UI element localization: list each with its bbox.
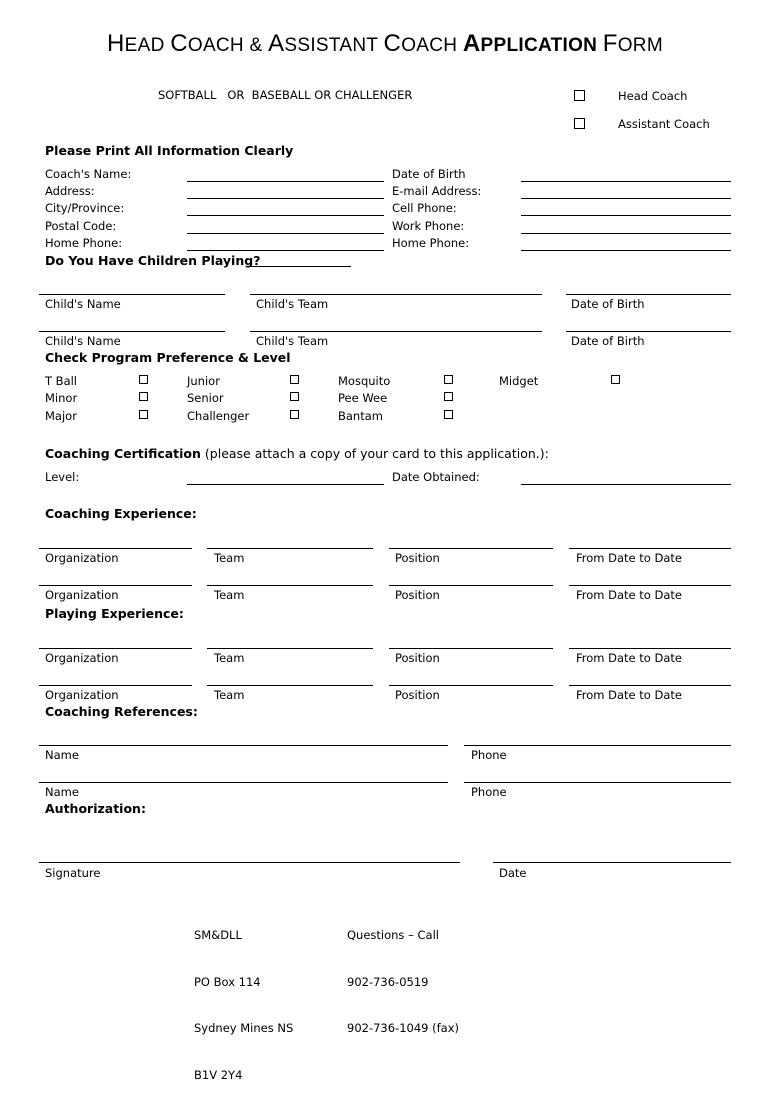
coach-exp-position-label-2: Position bbox=[395, 588, 440, 602]
reference-phone-label-2: Phone bbox=[471, 785, 507, 799]
assistant-coach-label: Assistant Coach bbox=[618, 117, 710, 131]
reference-phone-line-1[interactable] bbox=[464, 745, 731, 746]
child-team-line-1[interactable] bbox=[250, 294, 542, 295]
play-exp-team-line-1[interactable] bbox=[207, 648, 373, 649]
address-line[interactable] bbox=[187, 198, 384, 199]
challenger-checkbox[interactable] bbox=[290, 410, 299, 419]
reference-phone-label-1: Phone bbox=[471, 748, 507, 762]
children-playing-line[interactable] bbox=[247, 266, 351, 267]
program-senior: Senior bbox=[187, 391, 224, 405]
date-obtained-line[interactable] bbox=[521, 484, 731, 485]
senior-checkbox[interactable] bbox=[290, 392, 299, 401]
play-exp-team-label-2: Team bbox=[214, 688, 245, 702]
date-label: Date bbox=[499, 866, 527, 880]
sport-line: SOFTBALL OR BASEBALL OR CHALLENGER bbox=[158, 88, 413, 102]
play-exp-org-label-1: Organization bbox=[45, 651, 119, 665]
postal-code-line[interactable] bbox=[187, 233, 384, 234]
coach-exp-team-label-2: Team bbox=[214, 588, 245, 602]
reference-phone-line-2[interactable] bbox=[464, 782, 731, 783]
coach-exp-position-line-2[interactable] bbox=[389, 585, 553, 586]
footer-contact bbox=[347, 897, 459, 1052]
reference-name-line-2[interactable] bbox=[39, 782, 448, 783]
play-exp-team-label-1: Team bbox=[214, 651, 245, 665]
child-team-label-1: Child's Team bbox=[256, 297, 329, 311]
home-phone-2-line[interactable] bbox=[521, 250, 731, 251]
play-exp-dates-line-2[interactable] bbox=[569, 685, 731, 686]
head-coach-checkbox[interactable] bbox=[574, 90, 585, 101]
footer-address bbox=[194, 897, 293, 1099]
child-dob-label-2: Date of Birth bbox=[571, 334, 645, 348]
play-exp-team-line-2[interactable] bbox=[207, 685, 373, 686]
child-team-line-2[interactable] bbox=[250, 331, 542, 332]
cell-phone-line[interactable] bbox=[521, 215, 731, 216]
coaching-experience-heading: Coaching Experience: bbox=[45, 506, 197, 521]
play-exp-org-label-2: Organization bbox=[45, 688, 119, 702]
coach-name-label: Coach's Name: bbox=[45, 167, 132, 181]
city-province-line[interactable] bbox=[187, 215, 384, 216]
play-exp-dates-line-1[interactable] bbox=[569, 648, 731, 649]
play-exp-position-line-2[interactable] bbox=[389, 685, 553, 686]
program-minor: Minor bbox=[45, 391, 78, 405]
footer-address-line: PO Box 114 bbox=[194, 974, 261, 989]
work-phone-line[interactable] bbox=[521, 233, 731, 234]
major-checkbox[interactable] bbox=[139, 410, 148, 419]
footer-address-line: SM&DLL bbox=[194, 928, 242, 942]
authorization-heading: Authorization: bbox=[45, 801, 146, 816]
play-exp-org-line-1[interactable] bbox=[39, 648, 192, 649]
program-midget: Midget bbox=[499, 374, 539, 388]
work-phone-label: Work Phone: bbox=[392, 219, 465, 233]
footer-contact-line: Questions – Call bbox=[347, 928, 439, 942]
coach-exp-org-line-1[interactable] bbox=[39, 548, 192, 549]
date-obtained-label: Date Obtained: bbox=[392, 470, 480, 484]
footer-fax: 902-736-1049 (fax) bbox=[347, 1021, 459, 1035]
play-exp-position-label-2: Position bbox=[395, 688, 440, 702]
program-mosquito: Mosquito bbox=[338, 374, 391, 388]
coach-exp-team-line-1[interactable] bbox=[207, 548, 373, 549]
child-team-label-2: Child's Team bbox=[256, 334, 329, 348]
dob-line[interactable] bbox=[521, 181, 731, 182]
coach-exp-org-label-2: Organization bbox=[45, 588, 119, 602]
coach-exp-org-line-2[interactable] bbox=[39, 585, 192, 586]
tball-checkbox[interactable] bbox=[139, 375, 148, 384]
postal-code-label: Postal Code: bbox=[45, 219, 117, 233]
program-major: Major bbox=[45, 409, 77, 423]
program-peewee: Pee Wee bbox=[338, 391, 388, 405]
dob-label: Date of Birth bbox=[392, 167, 466, 181]
play-exp-position-line-1[interactable] bbox=[389, 648, 553, 649]
program-tball: T Ball bbox=[45, 374, 78, 388]
program-bantam: Bantam bbox=[338, 409, 383, 423]
home-phone-label: Home Phone: bbox=[45, 236, 123, 250]
coach-exp-dates-label-2: From Date to Date bbox=[576, 588, 682, 602]
child-name-line-2[interactable] bbox=[39, 331, 225, 332]
coach-exp-dates-line-1[interactable] bbox=[569, 548, 731, 549]
assistant-coach-checkbox[interactable] bbox=[574, 118, 585, 129]
coach-exp-team-label-1: Team bbox=[214, 551, 245, 565]
footer-address-line: Sydney Mines NS bbox=[194, 1021, 294, 1035]
peewee-checkbox[interactable] bbox=[444, 392, 453, 401]
certification-heading: Coaching Certification (please attach a copy of your card to this application.): bbox=[45, 446, 549, 461]
play-exp-org-line-2[interactable] bbox=[39, 685, 192, 686]
program-heading: Check Program Preference & Level bbox=[45, 350, 291, 365]
page-title: HEAD COACH & ASSISTANT COACH APPLICATION FORM bbox=[107, 30, 663, 57]
children-playing-question: Do You Have Children Playing? bbox=[45, 253, 261, 268]
reference-name-line-1[interactable] bbox=[39, 745, 448, 746]
minor-checkbox[interactable] bbox=[139, 392, 148, 401]
midget-checkbox[interactable] bbox=[611, 375, 620, 384]
references-heading: Coaching References: bbox=[45, 704, 198, 719]
print-clearly-heading: Please Print All Information Clearly bbox=[45, 143, 294, 158]
city-province-label: City/Province: bbox=[45, 201, 125, 215]
home-phone-2-label: Home Phone: bbox=[392, 236, 470, 250]
program-challenger: Challenger bbox=[187, 409, 250, 423]
program-junior: Junior bbox=[187, 374, 220, 388]
child-dob-label-1: Date of Birth bbox=[571, 297, 645, 311]
junior-checkbox[interactable] bbox=[290, 375, 299, 384]
play-exp-position-label-1: Position bbox=[395, 651, 440, 665]
bantam-checkbox[interactable] bbox=[444, 410, 453, 419]
child-dob-line-1[interactable] bbox=[566, 294, 731, 295]
coach-exp-team-line-2[interactable] bbox=[207, 585, 373, 586]
coach-name-line[interactable] bbox=[187, 181, 384, 182]
email-label: E-mail Address: bbox=[392, 184, 482, 198]
play-exp-dates-label-1: From Date to Date bbox=[576, 651, 682, 665]
child-dob-line-2[interactable] bbox=[566, 331, 731, 332]
reference-name-label-1: Name bbox=[45, 748, 79, 762]
home-phone-line[interactable] bbox=[187, 250, 384, 251]
coach-exp-position-label-1: Position bbox=[395, 551, 440, 565]
level-line[interactable] bbox=[187, 484, 384, 485]
cell-phone-label: Cell Phone: bbox=[392, 201, 457, 215]
playing-experience-heading: Playing Experience: bbox=[45, 606, 184, 621]
date-line[interactable] bbox=[493, 862, 731, 863]
coach-exp-dates-label-1: From Date to Date bbox=[576, 551, 682, 565]
signature-line[interactable] bbox=[39, 862, 460, 863]
child-name-label-1: Child's Name bbox=[45, 297, 121, 311]
child-name-label-2: Child's Name bbox=[45, 334, 121, 348]
footer-address-line: B1V 2Y4 bbox=[194, 1067, 243, 1082]
reference-name-label-2: Name bbox=[45, 785, 79, 799]
coach-exp-dates-line-2[interactable] bbox=[569, 585, 731, 586]
mosquito-checkbox[interactable] bbox=[444, 375, 453, 384]
coach-exp-position-line-1[interactable] bbox=[389, 548, 553, 549]
child-name-line-1[interactable] bbox=[39, 294, 225, 295]
head-coach-label: Head Coach bbox=[618, 89, 688, 103]
level-label: Level: bbox=[45, 470, 80, 484]
email-line[interactable] bbox=[521, 198, 731, 199]
signature-label: Signature bbox=[45, 866, 101, 880]
coach-exp-org-label-1: Organization bbox=[45, 551, 119, 565]
play-exp-dates-label-2: From Date to Date bbox=[576, 688, 682, 702]
footer-phone: 902-736-0519 bbox=[347, 974, 429, 989]
address-label: Address: bbox=[45, 184, 95, 198]
